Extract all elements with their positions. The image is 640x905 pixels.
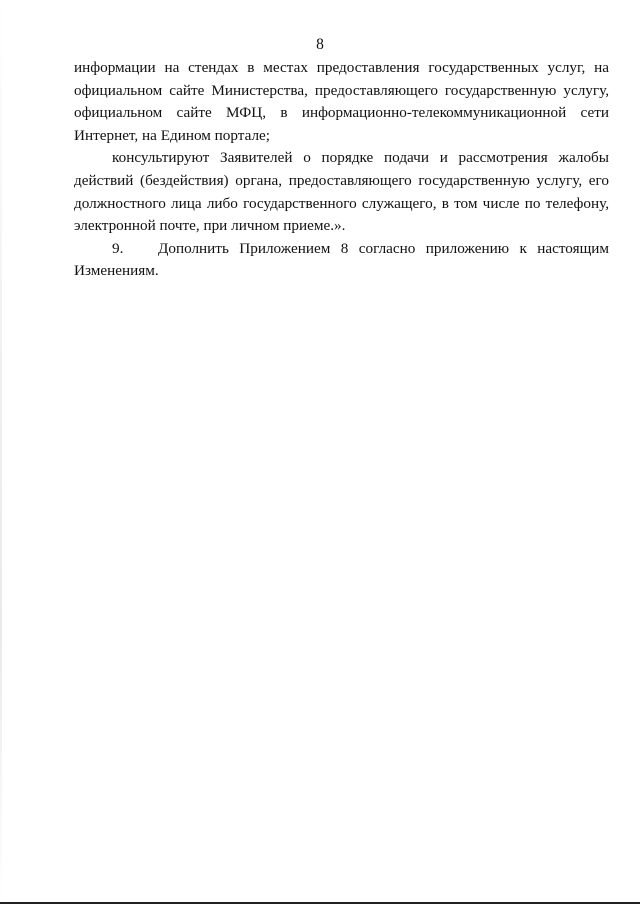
document-body [74, 57, 609, 283]
text-line: действий (бездействия) органа, предоставляющего государственную услугу, его [74, 171, 609, 189]
paragraph-consulting [74, 147, 609, 237]
text-line: информации на стендах в местах предоставления государственных услуг, на [74, 59, 609, 76]
text-line: Изменениям. [74, 262, 159, 280]
text-line: официальном сайте Министерства, предоставляющего государственную услугу, [74, 81, 609, 99]
text-line: официальном сайте МФЦ, в информационно-телекоммуникационной сети [74, 104, 609, 122]
page-number: 8 [316, 36, 324, 53]
bottom-border-line [0, 902, 640, 904]
scan-edge-shadow [0, 0, 2, 905]
list-item-line [74, 238, 609, 261]
text-line: электронной почте, при личном приеме.». [74, 217, 346, 235]
text-line: должностного лица либо государственного служащего, в том числе по телефону, [74, 194, 609, 212]
text-line: консультируют Заявителей о порядке подачи и рассмотрения жалобы [112, 149, 609, 167]
text-line: Интернет, на Едином портале; [74, 126, 271, 144]
text-line: Дополнить Приложением 8 согласно приложению к настоящим [158, 239, 609, 257]
paragraph-item-9 [74, 238, 609, 283]
paragraph-information-stands [74, 57, 609, 147]
list-item-number: 9. [112, 239, 124, 257]
